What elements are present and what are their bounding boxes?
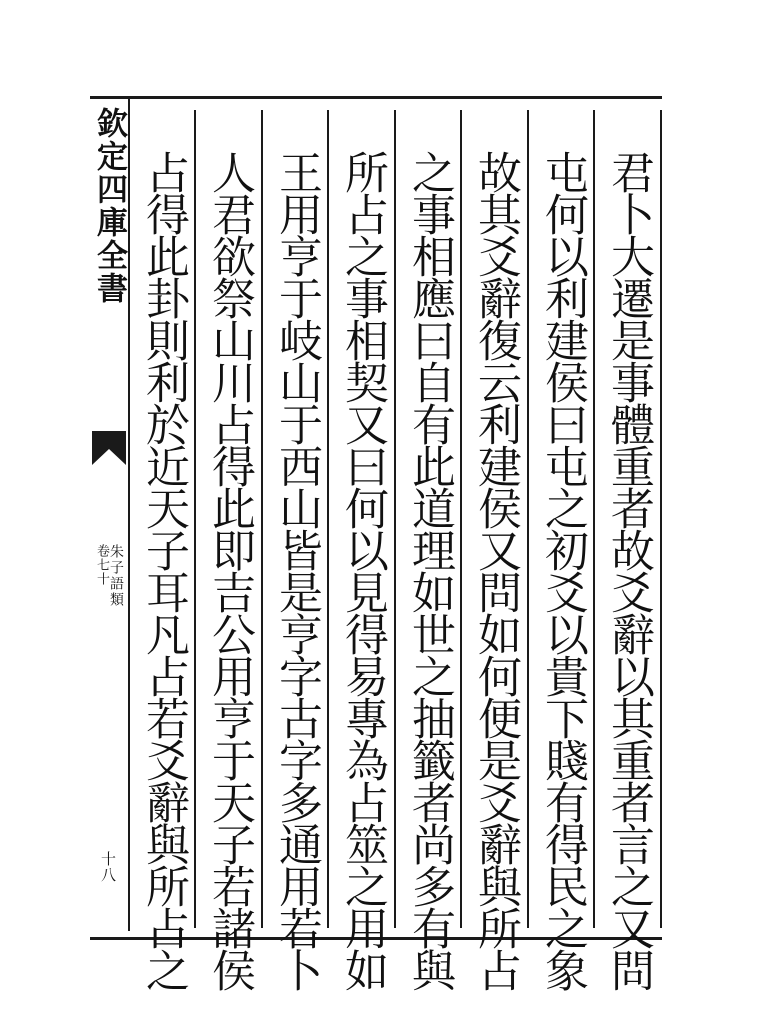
margin-volume: 卷七十	[94, 544, 109, 586]
text-column-3: 故其爻辭復云利建侯又問如何便是爻辭與所占	[470, 150, 521, 990]
column-rule	[194, 110, 196, 928]
column-rule	[460, 110, 462, 928]
margin-book-title: 朱子語類	[108, 544, 124, 608]
text-column-4: 之事相應曰自有此道理如世之抽籤者尚多有與	[404, 150, 455, 990]
column-rule	[593, 110, 595, 928]
margin-column	[90, 99, 130, 931]
column-rule	[527, 110, 529, 928]
text-column-7: 人君欲祭山川占得此即吉公用亨于天子若諸侯	[204, 150, 255, 990]
text-column-8: 占得此卦則利於近天子耳凡占若爻辭與所占之	[138, 150, 189, 990]
margin-page-number: 十八	[99, 851, 117, 883]
column-rule	[261, 110, 263, 928]
text-column-6: 王用亨于岐山于西山皆是亨字古字多通用若卜	[271, 150, 322, 990]
column-rule	[327, 110, 329, 928]
text-column-5: 所占之事相契又曰何以見得易專為占筮之用如	[337, 150, 388, 990]
fish-tail-ornament	[92, 429, 126, 467]
column-rule	[660, 110, 662, 928]
text-column-1: 君卜大遷是事體重者故爻辭以其重者言之又問	[603, 150, 654, 990]
text-column-2: 屯何以利建侯曰屯之初爻以貴下賤有得民之象	[537, 150, 588, 990]
margin-title: 欽定四庫全書	[91, 107, 127, 305]
column-rule	[394, 110, 396, 928]
